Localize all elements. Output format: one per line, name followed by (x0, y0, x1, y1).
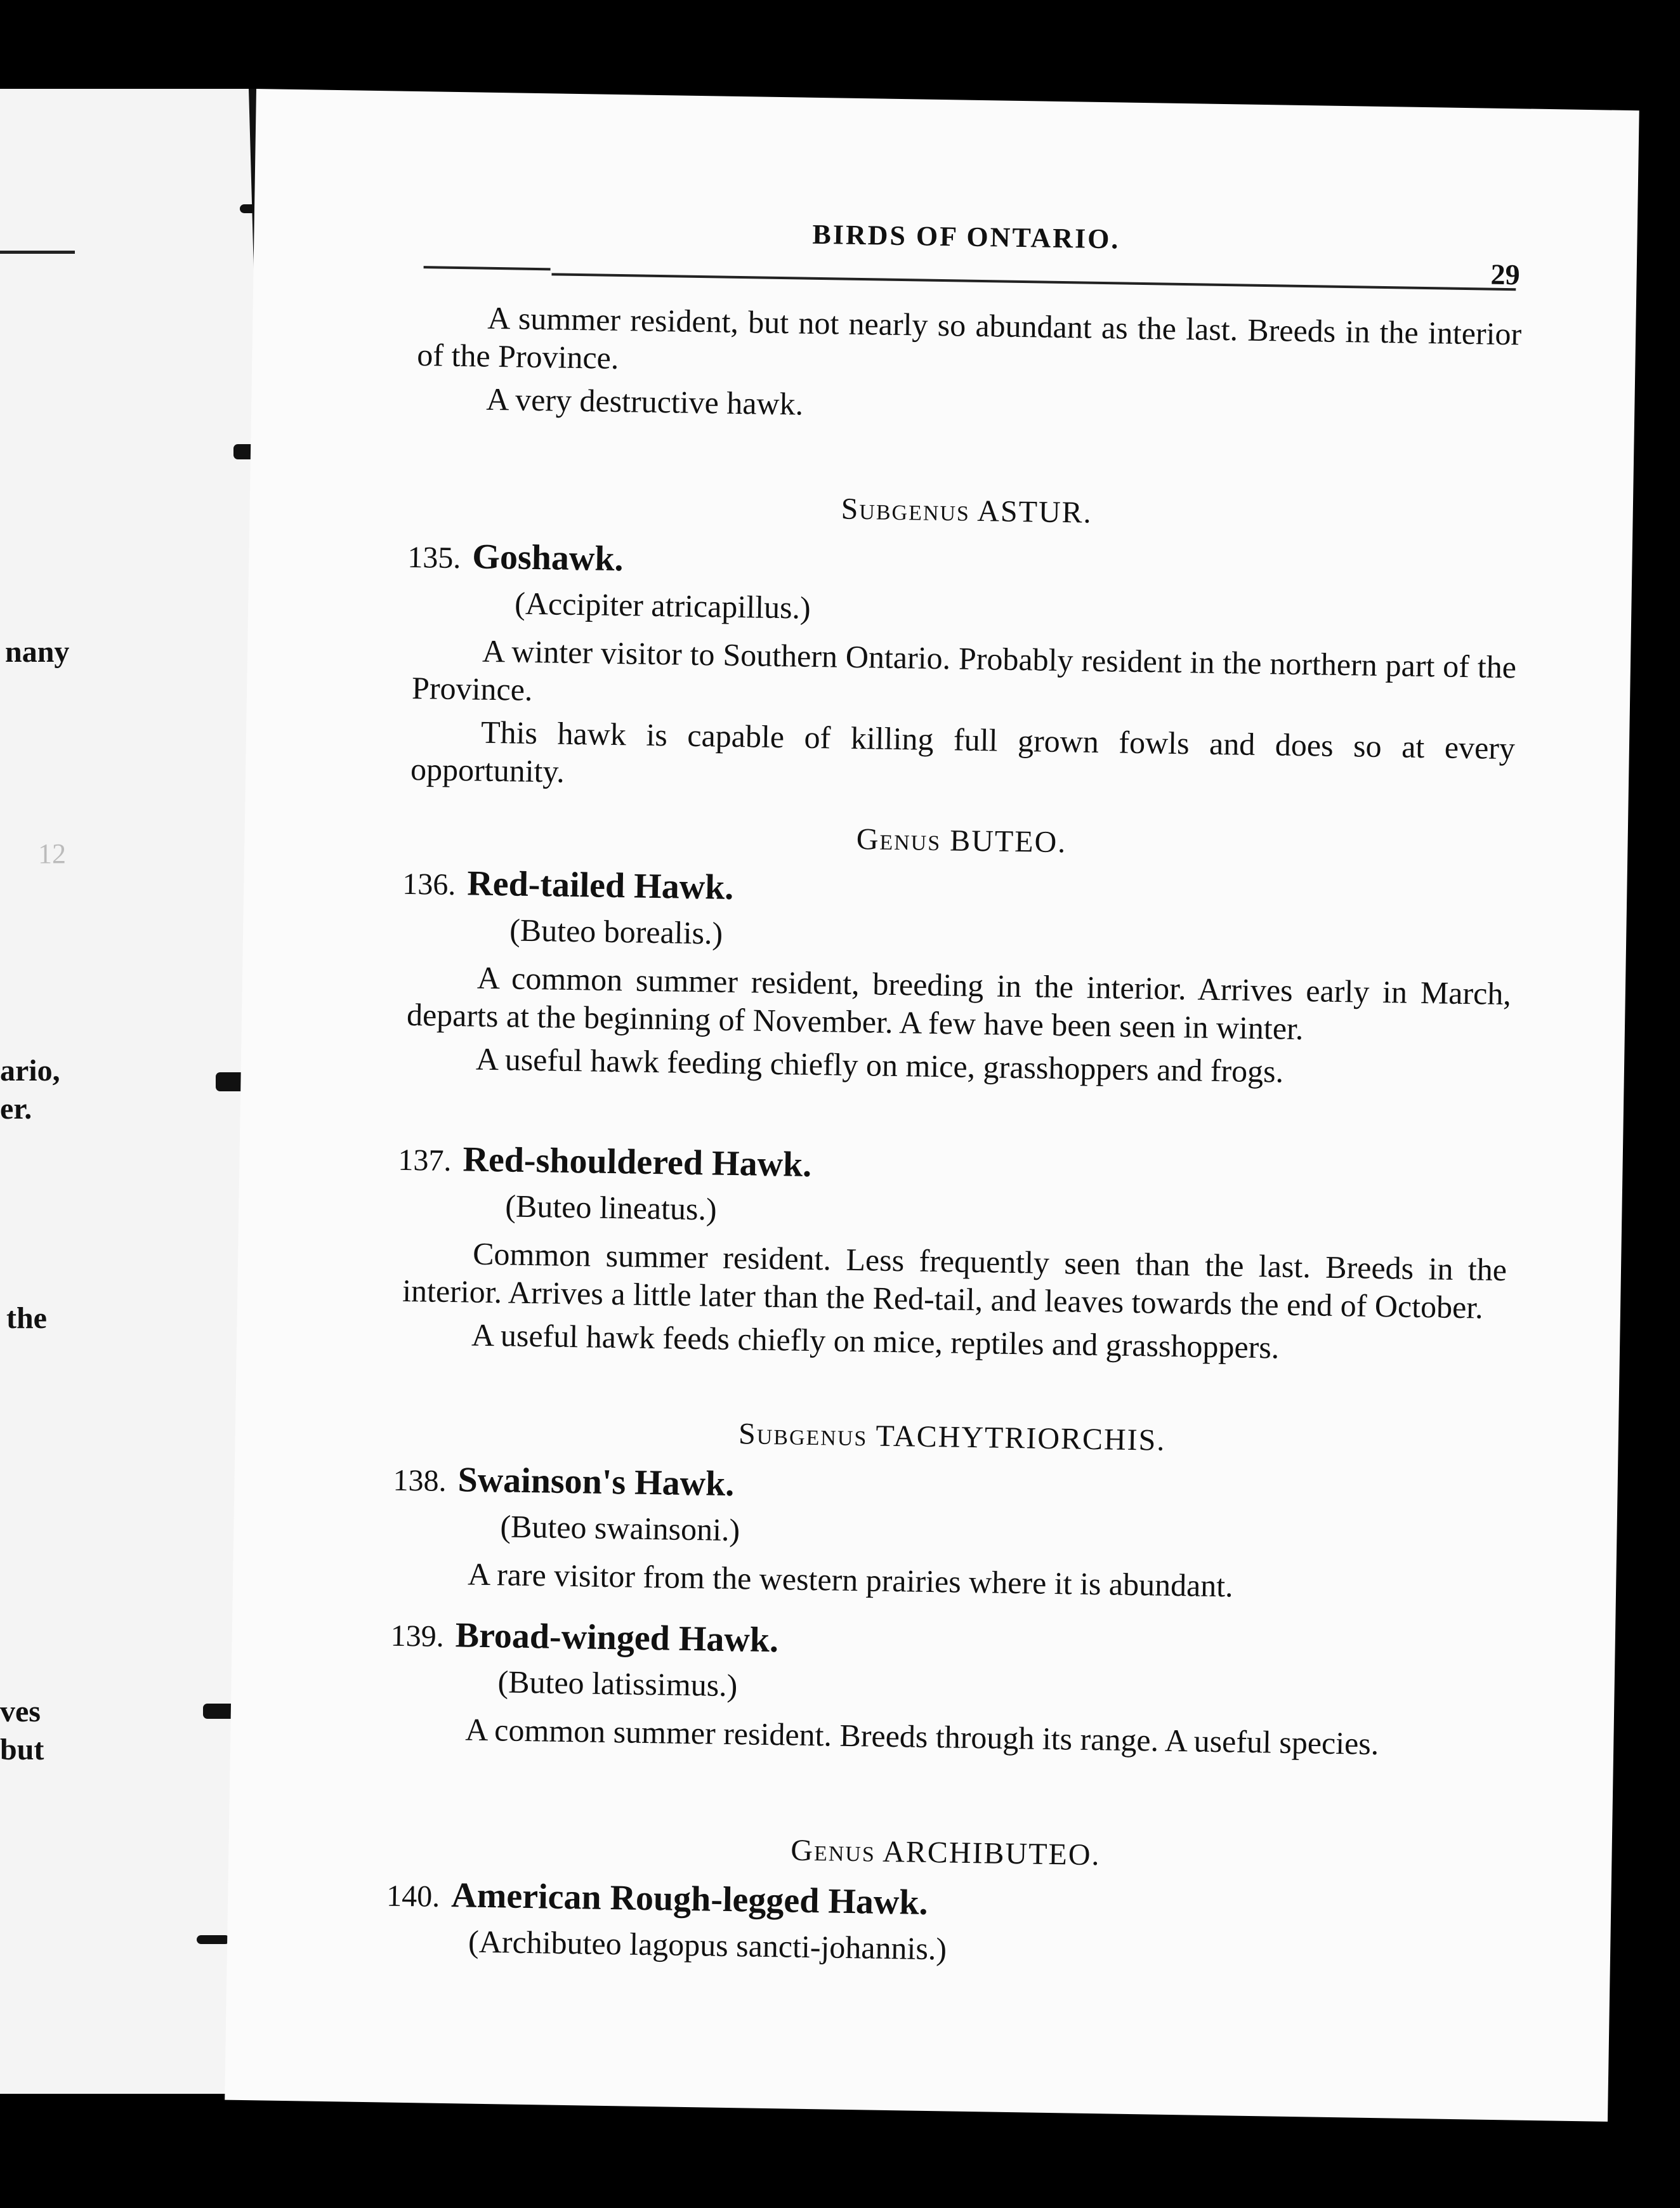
header-rule (551, 273, 1516, 291)
paragraph: This hawk is capable of killing full grown fowls and does so at every opportunity. (410, 714, 1516, 789)
left-fragment: nany (5, 635, 70, 669)
species-common-name: American Rough-legged Hawk. (450, 1876, 929, 1922)
species-number: 138. (393, 1463, 447, 1498)
paragraph: A winter visitor to Southern Ontario. Probably resident in the northern part of the Province. (411, 633, 1517, 707)
species-latin-name: (Buteo latissimus.) (497, 1664, 738, 1704)
species-number: 139. (390, 1619, 445, 1653)
species-common-name: Red-tailed Hawk. (466, 864, 734, 907)
page-number: 29 (1490, 258, 1521, 291)
left-fragment: er. (0, 1092, 32, 1126)
left-faint-text: 12 (38, 838, 66, 869)
paragraph: A very destructive hawk. (485, 381, 804, 422)
genus-name: ARCHIBUTEO. (882, 1834, 1101, 1872)
species-description (402, 1233, 1507, 1370)
species-number: 140. (386, 1879, 440, 1914)
genus-prefix: Genus (791, 1833, 876, 1869)
header-rule (424, 266, 551, 270)
paragraph: A summer resident, but not nearly so abundant as the last. Breeds in the interior of the Province. (417, 299, 1522, 376)
species-number: 137. (398, 1143, 452, 1178)
paragraph: Common summer resident. Less frequently seen than the last. Breeds in the interior. Arrives a little later than the Red-tail, and leaves towards the end of October. (402, 1235, 1507, 1325)
species-entry-title (407, 536, 624, 579)
genus-heading (414, 485, 1519, 537)
species-description (398, 1554, 1502, 1609)
genus-heading (400, 1411, 1504, 1463)
species-common-name: Goshawk. (471, 537, 624, 579)
species-entry-title (398, 1138, 812, 1185)
species-description (395, 1709, 1500, 1764)
genus-name: ASTUR. (976, 494, 1093, 530)
genus-name: BUTEO. (949, 824, 1067, 860)
paragraph: A useful hawk feeds chiefly on mice, reptiles and grasshoppers. (471, 1317, 1280, 1365)
species-number: 136. (402, 867, 456, 902)
species-entry-title (386, 1874, 928, 1923)
species-entry-title (393, 1459, 735, 1504)
genus-name: TACHYTRIORCHIS. (876, 1419, 1166, 1457)
species-latin-name: (Buteo lineatus.) (504, 1188, 718, 1227)
genus-heading (393, 1827, 1498, 1879)
species-latin-name: (Buteo swainsoni.) (500, 1508, 740, 1548)
species-description (406, 957, 1512, 1094)
binding-stitch (197, 1935, 230, 1944)
paragraph: A common summer resident, breeding in the interior. Arrives early in March, departs at the beginning of November. A few have been seen in winter. (406, 959, 1512, 1047)
left-page-rule (0, 251, 75, 254)
genus-prefix: Genus (856, 822, 942, 858)
paragraph: A useful hawk feeding chiefly on mice, grasshoppers and frogs. (475, 1041, 1284, 1089)
species-latin-name: (Accipiter atricapillus.) (514, 585, 811, 626)
left-fragment: ves (0, 1695, 41, 1728)
species-common-name: Swainson's Hawk. (457, 1460, 735, 1504)
book-page (225, 89, 1639, 2122)
species-common-name: Red-shouldered Hawk. (463, 1140, 812, 1185)
species-latin-name: (Buteo borealis.) (509, 912, 723, 951)
left-fragment: but (0, 1733, 44, 1766)
left-fragment: ario, (0, 1054, 60, 1088)
genus-prefix: Subgenus (738, 1417, 868, 1453)
genus-heading (409, 815, 1514, 867)
species-common-name: Broad-winged Hawk. (455, 1615, 779, 1660)
genus-prefix: Subgenus (841, 492, 971, 528)
running-head: BIRDS OF ONTARIO. (812, 218, 1120, 255)
species-number: 135. (407, 540, 461, 575)
species-latin-name: (Archibuteo lagopus sancti-johannis.) (468, 1923, 947, 1967)
species-entry-title (390, 1614, 778, 1661)
left-fragment: the (6, 1301, 47, 1335)
species-description (410, 631, 1517, 805)
species-entry-title (402, 862, 734, 908)
opening-text (416, 298, 1522, 434)
paragraph: A rare visitor from the western prairies where it is abundant. (467, 1556, 1234, 1604)
paragraph: A common summer resident. Breeds through its range. A useful species. (464, 1711, 1379, 1762)
left-facing-page (0, 89, 254, 2094)
